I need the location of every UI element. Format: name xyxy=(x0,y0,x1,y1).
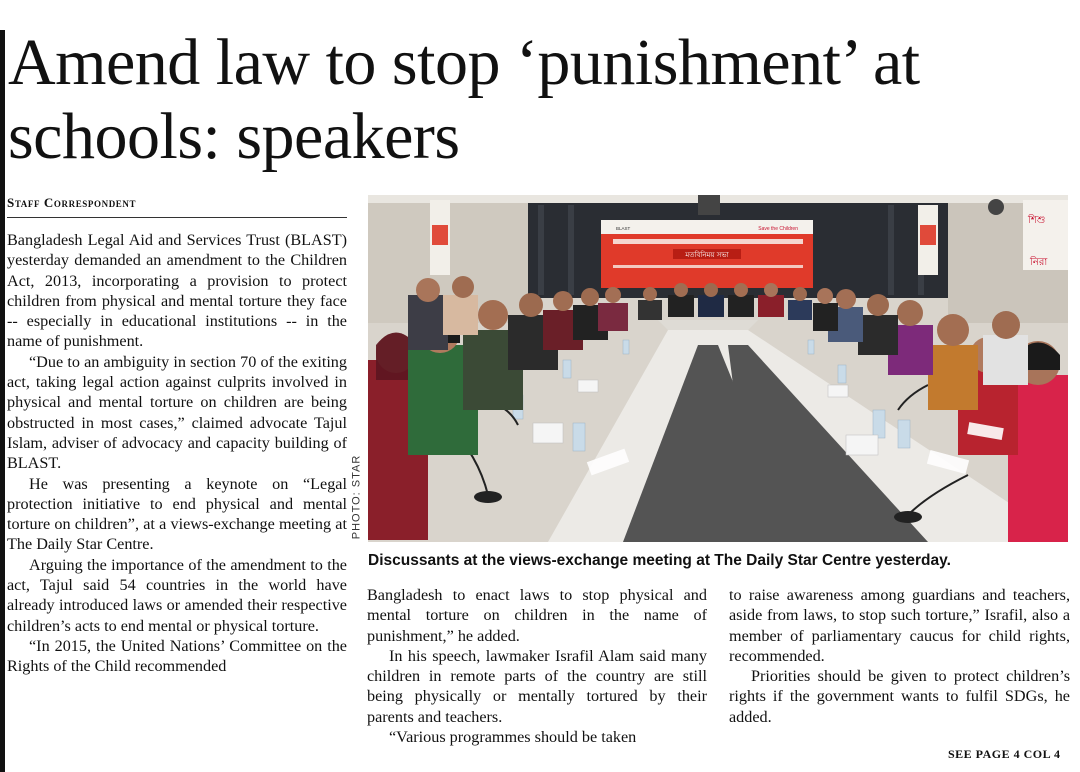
svg-text:BLAST: BLAST xyxy=(616,226,631,231)
paragraph: Priorities should be given to protect children’s rights if the government wants to fulfil SDGs, he added. xyxy=(729,667,1070,726)
paragraph: “Various programmes should be taken xyxy=(389,728,637,747)
paragraph: to raise awareness among guardians and teachers, aside from laws, to stop such torture,” Israfil, also a member of parliamentary caucus for child rights, recommended. xyxy=(729,586,1070,665)
paragraph: In his speech, lawmaker Israfil Alam said many children in remote parts of the country are still being physically or mentally tortured by their parents and teachers. xyxy=(367,646,707,726)
paragraph: “In 2015, the United Nations’ Committee on the Rights of the Child recommended xyxy=(7,636,347,676)
paragraph: Bangladesh to enact laws to stop physical and mental torture on children in the name of punishment,” he added. xyxy=(367,586,707,645)
svg-text:শিশু: শিশু xyxy=(1028,215,1046,226)
paragraph: “Due to an ambiguity in section 70 of the exiting act, taking legal action against culprits involved in physical and mental torture on children are being obstructed in most cases,” claimed advocate Tajul Islam, adviser of advocacy and capacity building of BLAST. xyxy=(7,352,347,473)
headline: Amend law to stop ‘punishment’ at schools: speakers xyxy=(8,26,920,173)
svg-text:নিরা: নিরা xyxy=(1030,257,1048,268)
paragraph: He was presenting a keynote on “Legal protection initiative to end physical and mental torture on children”, at a views-exchange meeting at The Daily Star Centre. xyxy=(7,474,347,554)
left-rule xyxy=(0,30,5,772)
article-column-3 xyxy=(729,585,1070,727)
paragraph: Arguing the importance of the amendment to the act, Tajul said 54 countries in the world have already introduced laws or amended their respective children’s acts to end mental or physical torture. xyxy=(7,555,347,635)
photo-credit: PHOTO: STAR xyxy=(350,454,363,540)
news-photo xyxy=(368,195,1068,542)
byline: Staff Correspondent xyxy=(7,195,347,218)
jump-line: SEE PAGE 4 COL 4 xyxy=(948,747,1061,761)
svg-text:Save the Children: Save the Children xyxy=(758,226,798,232)
article-column-2 xyxy=(367,585,707,747)
article-column-1 xyxy=(7,230,347,677)
svg-text:মতবিনিময় সভা: মতবিনিময় সভা xyxy=(685,251,729,259)
photo-caption: Discussants at the views-exchange meeting at The Daily Star Centre yesterday. xyxy=(368,552,951,569)
paragraph: Bangladesh Legal Aid and Services Trust (BLAST) yesterday demanded an amendment to the Children Act, 2013, incorporating a provision to protect children from physical and mental torture they face -- especially in educational institutions -- in the name of punishment. xyxy=(7,231,347,351)
